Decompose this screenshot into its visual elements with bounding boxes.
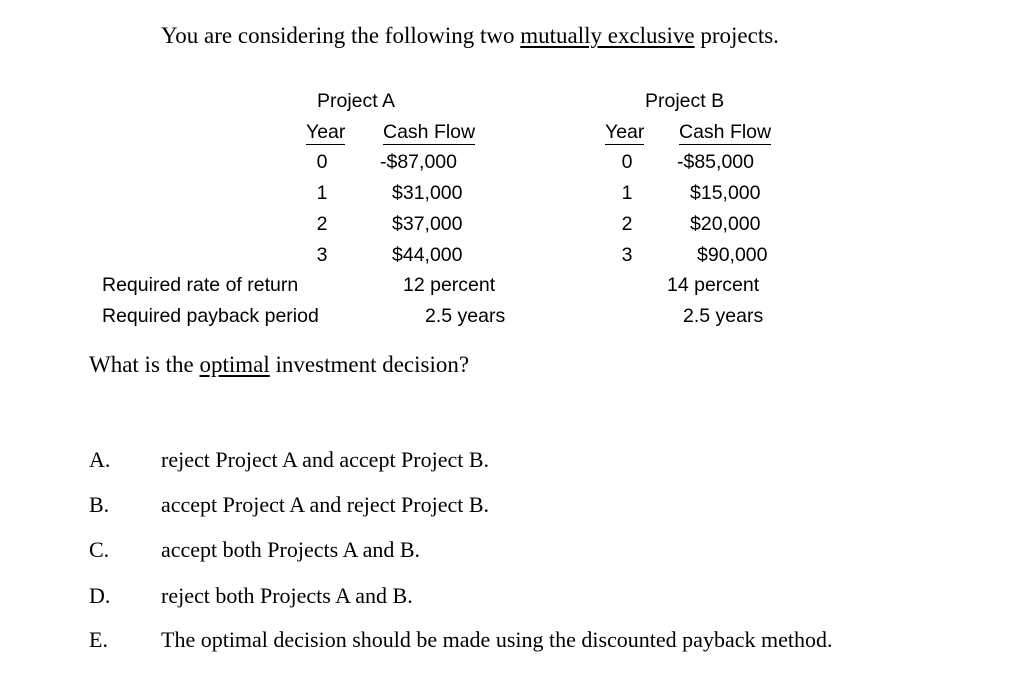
project-b-year: 2	[621, 213, 633, 235]
project-a-cashflow: -$87,000	[380, 151, 457, 173]
project-a-title: Project A	[317, 90, 396, 112]
prompt-text-after: investment decision?	[269, 352, 470, 377]
project-b-year-header: Year	[605, 121, 645, 143]
project-a-rate: 12 percent	[403, 274, 496, 296]
prompt-emphasis: optimal	[199, 352, 270, 377]
project-a-cashflow: $37,000	[392, 213, 463, 235]
option-e-letter: E.	[89, 627, 108, 652]
intro-emphasis: mutually exclusive	[520, 23, 695, 48]
required-payback-label: Required payback period	[102, 305, 319, 327]
intro-text-before: You are considering the following two	[161, 23, 521, 48]
project-b-cashflow: $90,000	[697, 244, 768, 266]
project-a-cashflow: $44,000	[392, 244, 463, 266]
intro-text-after: projects.	[694, 23, 779, 48]
required-rate-label: Required rate of return	[102, 274, 299, 296]
option-a-letter: A.	[89, 447, 111, 472]
project-b-year: 1	[621, 182, 633, 204]
project-b-payback: 2.5 years	[683, 305, 764, 327]
project-a-cashflow: $31,000	[392, 182, 463, 204]
project-b-cashflow: -$85,000	[677, 151, 754, 173]
project-a-year: 3	[316, 244, 328, 266]
option-d-text[interactable]: reject both Projects A and B.	[161, 583, 413, 608]
project-a-payback: 2.5 years	[425, 305, 506, 327]
option-b-letter: B.	[89, 492, 110, 517]
option-c-text[interactable]: accept both Projects A and B.	[161, 537, 421, 562]
project-b-rate: 14 percent	[667, 274, 760, 296]
project-a-year: 1	[316, 182, 328, 204]
project-b-cashflow-header: Cash Flow	[679, 121, 772, 143]
option-b-text[interactable]: accept Project A and reject Project B.	[161, 492, 490, 517]
project-b-year: 0	[621, 151, 633, 173]
question-prompt	[89, 352, 469, 378]
project-b-year: 3	[621, 244, 633, 266]
option-d-letter: D.	[89, 583, 111, 608]
question-intro	[161, 23, 779, 49]
option-e-text[interactable]: The optimal decision should be made using the discounted payback method.	[161, 627, 833, 652]
project-a-year-header: Year	[306, 121, 346, 143]
project-a-cashflow-header: Cash Flow	[383, 121, 476, 143]
project-b-cashflow: $20,000	[690, 213, 761, 235]
option-c-letter: C.	[89, 537, 110, 562]
project-a-year: 2	[316, 213, 328, 235]
option-a-text[interactable]: reject Project A and accept Project B.	[161, 447, 490, 472]
project-a-year: 0	[316, 151, 328, 173]
project-b-cashflow: $15,000	[690, 182, 761, 204]
prompt-text-before: What is the	[89, 352, 200, 377]
project-b-title: Project B	[645, 90, 725, 112]
